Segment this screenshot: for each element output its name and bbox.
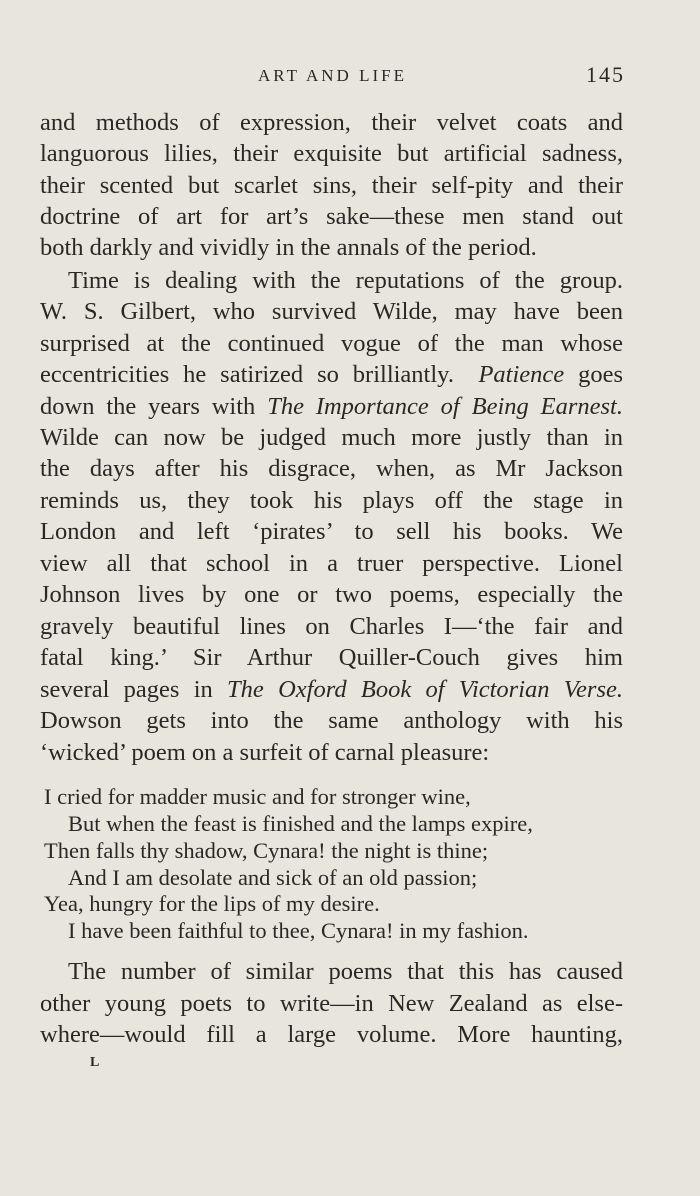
text-span: goes — [564, 361, 623, 388]
verse-line: But when the feast is finished and the lamps expire, — [68, 811, 533, 836]
text-span: down the years with — [40, 393, 268, 420]
text-line: their scented but scarlet sins, their self-pity and their — [40, 172, 623, 199]
text-line: and methods of expression, their velvet coats and — [40, 109, 623, 136]
verse-line: And I am desolate and sick of an old passion; — [68, 865, 478, 890]
running-title: ART AND LIFE — [258, 66, 407, 85]
italic-title: The Oxford Book of Victorian Verse. — [227, 676, 623, 703]
page-number: 145 — [586, 62, 625, 87]
text-line: Dowson gets into the same anthology with his — [40, 707, 623, 734]
text-line: The number of similar poems that this has caused — [68, 958, 623, 985]
verse-line: Yea, hungry for the lips of my desire. — [44, 891, 380, 916]
text-line: London and left ‘pirates’ to sell his books. We — [40, 518, 623, 545]
text-line: Time is dealing with the reputations of the group. — [68, 267, 623, 294]
verse-line: I cried for madder music and for stronger wine, — [44, 784, 471, 809]
signature-mark: L — [90, 1055, 101, 1070]
text-line: languorous lilies, their exquisite but artificial sadness, — [40, 140, 623, 167]
text-line: both darkly and vividly in the annals of the period. — [40, 234, 537, 261]
text-line: W. S. Gilbert, who survived Wilde, may have been — [40, 298, 623, 325]
text-line: doctrine of art for art’s sake—these men stand out — [40, 203, 623, 230]
text-span: several pages in — [40, 676, 228, 703]
text-line: other young poets to write—in New Zealand as else- — [40, 990, 623, 1017]
text-line — [40, 674, 623, 705]
italic-title: The Importance of Being Earnest. — [267, 393, 623, 420]
verse-line: Then falls thy shadow, Cynara! the night is thine; — [44, 838, 489, 863]
text-line — [40, 391, 623, 422]
text-line — [40, 359, 623, 390]
text-span: eccentricities he satirized so brilliantly. — [40, 361, 454, 388]
text-line: the days after his disgrace, when, as Mr Jackson — [40, 455, 623, 482]
italic-title: Patience — [478, 361, 565, 388]
text-line: surprised at the continued vogue of the man whose — [40, 330, 623, 357]
running-head — [40, 62, 625, 92]
verse-line: I have been faithful to thee, Cynara! in my fashion. — [68, 918, 529, 943]
text-line: reminds us, they took his plays off the stage in — [40, 487, 623, 514]
text-line: gravely beautiful lines on Charles I—‘the fair and — [40, 613, 623, 640]
text-line: Wilde can now be judged much more justly than in — [40, 424, 623, 451]
text-line: ‘wicked’ poem on a surfeit of carnal pleasure: — [40, 739, 490, 766]
text-line: Johnson lives by one or two poems, especially the — [40, 581, 623, 608]
text-line: where—would fill a large volume. More haunting, — [40, 1021, 623, 1048]
text-line: fatal king.’ Sir Arthur Quiller-Couch gives him — [40, 644, 623, 671]
text-line: view all that school in a truer perspective. Lionel — [40, 550, 623, 577]
